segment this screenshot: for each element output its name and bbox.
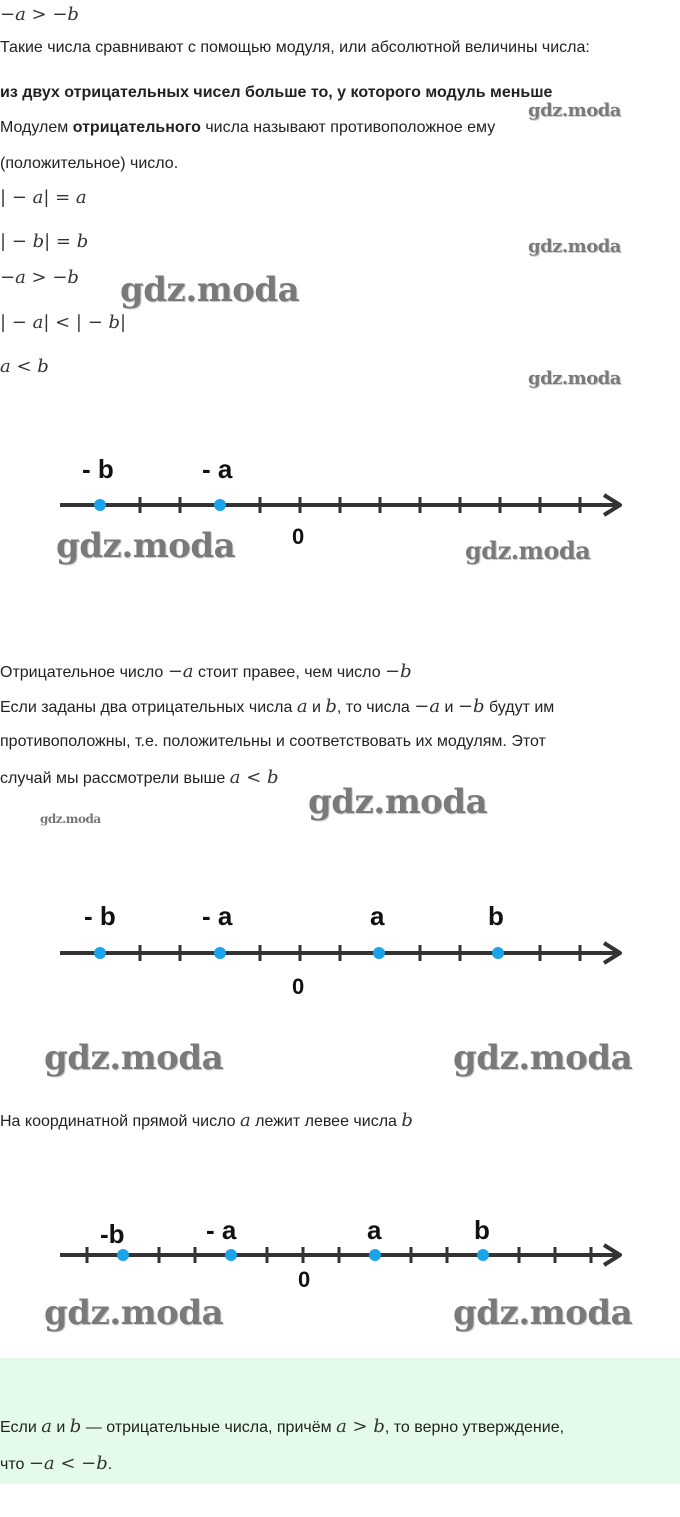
point-neg-b (117, 1249, 129, 1261)
math-neg-b: −b (385, 661, 412, 682)
math-a-lt-b: a < b (229, 767, 279, 788)
label-a: a (370, 901, 385, 931)
text-fragment: лежит левее числа (250, 1113, 402, 1130)
watermark-text: gdz.moda (56, 526, 236, 566)
math-a-gt-b: a > b (336, 1416, 385, 1437)
text-fragment: На координатной прямой число (0, 1113, 240, 1130)
math-neg-a: −a (414, 696, 441, 717)
point-a (373, 947, 385, 959)
label-b: b (488, 901, 504, 931)
text-fragment: и (307, 699, 326, 716)
math-a: a (296, 696, 308, 717)
label-neg-b: - b (84, 901, 116, 931)
point-neg-a (225, 1249, 237, 1261)
point-b (492, 947, 504, 959)
label-a: a (367, 1215, 382, 1245)
watermark-logo (453, 1293, 632, 1333)
watermark-text: gdz.moda (453, 1293, 633, 1333)
text-opposite: противоположны, т.е. положительны и соответствовать их модулям. Этот (0, 733, 546, 750)
number-line-3 (0, 1205, 680, 1305)
label-b: b (474, 1215, 490, 1245)
math-a: a (41, 1416, 52, 1437)
text-fragment-bold: отрицательного (72, 119, 201, 136)
watermark-logo (308, 782, 487, 822)
text-a-left-of-b (0, 1110, 413, 1131)
math-a: a (239, 1110, 251, 1131)
watermark-logo (528, 100, 621, 121)
watermark-text: gdz.moda (308, 782, 488, 822)
watermark-logo (56, 526, 235, 566)
text-fragment: и (440, 699, 458, 716)
point-neg-a (214, 947, 226, 959)
math-b: b (401, 1110, 413, 1131)
watermark-logo (465, 536, 590, 565)
watermark-text: gdz.moda (528, 100, 621, 121)
point-neg-b (94, 947, 106, 959)
formula-abs-a: | − a| = a (0, 187, 87, 208)
text-fragment: — отрицательные числа, причём (81, 1419, 337, 1436)
text-modulus-def (0, 119, 495, 137)
point-neg-a (214, 499, 226, 511)
watermark-text: gdz.moda (528, 236, 621, 257)
watermark-text: gdz.moda (40, 812, 101, 826)
watermark-text: gdz.moda (465, 536, 591, 565)
math-neg-a: −a (167, 661, 194, 682)
label-neg-b: -b (100, 1219, 125, 1249)
text-fragment: Если заданы два отрицательных числа (0, 699, 297, 716)
watermark-logo (453, 1038, 632, 1078)
conclusion-box (0, 1358, 680, 1484)
formula-neg-a-gt-neg-b: −a > −b (0, 4, 79, 25)
watermark-text: gdz.moda (120, 270, 300, 310)
label-zero: 0 (292, 524, 305, 549)
text-case-above (0, 767, 279, 788)
math-neg-a-lt-neg-b: −a < −b (28, 1453, 108, 1474)
text-fragment: Отрицательное число (0, 664, 168, 681)
formula-abs-compare: | − a| < | − b| (0, 312, 127, 333)
label-neg-b: - b (82, 454, 114, 484)
text-fragment: Модулем (0, 119, 73, 136)
label-zero: 0 (298, 1267, 311, 1292)
label-neg-a: - a (202, 454, 233, 484)
math-b: b (325, 696, 337, 717)
formula-neg-compare: −a > −b (0, 267, 79, 288)
watermark-logo (44, 1038, 223, 1078)
label-neg-a: - a (206, 1215, 237, 1245)
text-two-negatives (0, 696, 554, 717)
point-neg-b (94, 499, 106, 511)
watermark-logo (44, 1293, 223, 1333)
text-modulus-def-2: (положительное) число. (0, 155, 179, 172)
watermark-text: gdz.moda (44, 1038, 224, 1078)
watermark-logo (120, 270, 299, 310)
text-rule-bold: из двух отрицательных чисел больше то, у которого модуль меньше (0, 84, 553, 101)
point-b (477, 1249, 489, 1261)
text-fragment: , то числа (336, 699, 415, 716)
watermark-text: gdz.moda (453, 1038, 633, 1078)
text-fragment: стоит правее, чем число (193, 664, 386, 681)
watermark-logo (40, 812, 101, 826)
text-fragment: и (51, 1419, 70, 1436)
text-comparison-intro: Такие числа сравнивают с помощью модуля, или абсолютной величины числа: (0, 39, 590, 56)
text-fragment: что (0, 1456, 29, 1473)
text-fragment: числа называют противоположное ему (200, 119, 496, 136)
math-b: b (69, 1416, 82, 1437)
text-fragment: Если (0, 1419, 42, 1436)
watermark-text: gdz.moda (44, 1293, 224, 1333)
text-fragment: будут им (484, 699, 555, 716)
text-fragment: , то верно утверждение, (384, 1419, 565, 1436)
conclusion-line-2 (0, 1453, 112, 1474)
formula-a-lt-b: a < b (0, 356, 49, 377)
label-neg-a: - a (202, 901, 233, 931)
text-neg-a-right (0, 661, 412, 682)
text-fragment: случай мы рассмотрели выше (0, 770, 230, 787)
number-line-2 (0, 890, 680, 1010)
label-zero: 0 (292, 974, 305, 999)
watermark-text: gdz.moda (528, 368, 621, 389)
formula-abs-b: | − b| = b (0, 231, 89, 252)
point-a (369, 1249, 381, 1261)
conclusion-line-1 (0, 1416, 564, 1437)
math-neg-b: −b (457, 696, 485, 717)
watermark-logo (528, 236, 621, 257)
text-fragment: . (107, 1456, 113, 1473)
watermark-logo (528, 368, 621, 389)
